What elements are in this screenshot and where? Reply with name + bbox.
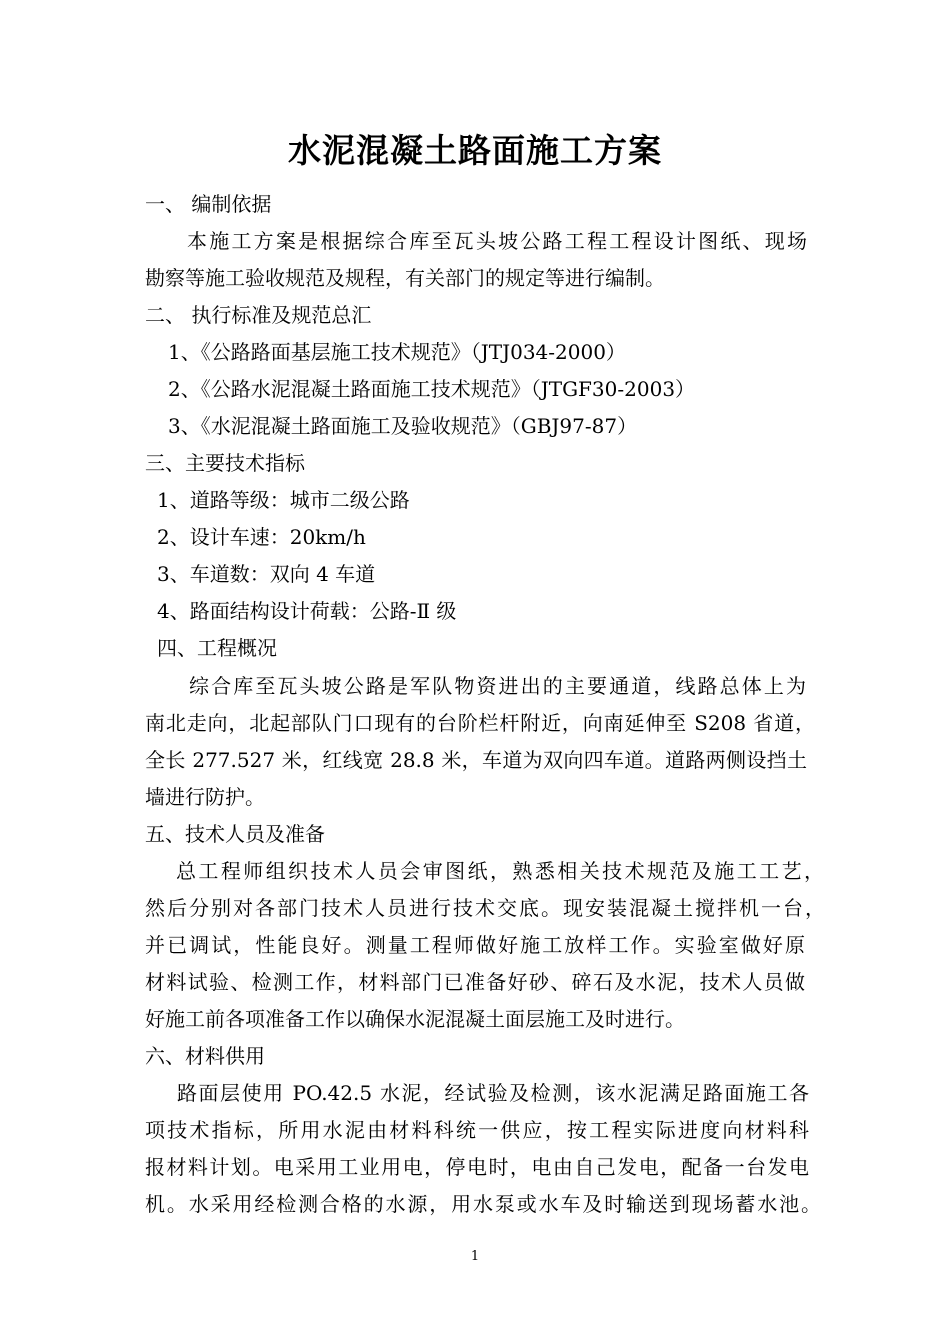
- section-heading: 一、 编制依据: [145, 192, 272, 216]
- section-heading: 四、工程概况: [157, 636, 277, 660]
- paragraph-line: 南北走向，北起部队门口现有的台阶栏杆附近，向南延伸至 S208 省道，: [145, 711, 815, 735]
- paragraph-line: 总工程师组织技术人员会审图纸，熟悉相关技术规范及施工工艺，: [176, 859, 824, 883]
- section-heading: 六、材料供用: [145, 1044, 265, 1068]
- list-item: 2、设计车速：20km/h: [157, 525, 366, 549]
- paragraph-line: 全长 277.527 米，红线宽 28.8 米，车道为双向四车道。道路两侧设挡土: [145, 748, 807, 772]
- paragraph-line: 然后分别对各部门技术人员进行技术交底。现安装混凝土搅拌机一台，: [145, 896, 825, 920]
- paragraph-line: 报材料计划。电采用工业用电，停电时，电由自己发电，配备一台发电: [145, 1155, 809, 1179]
- paragraph-line: 综合库至瓦头坡公路是军队物资进出的主要通道，线路总体上为: [189, 674, 806, 698]
- section-heading: 二、 执行标准及规范总汇: [145, 303, 372, 327]
- section-heading: 三、主要技术指标: [145, 451, 305, 475]
- section-heading: 五、技术人员及准备: [145, 822, 325, 846]
- paragraph-line: 本施工方案是根据综合库至瓦头坡公路工程工程设计图纸、现场: [187, 229, 807, 253]
- paragraph-line: 并已调试，性能良好。测量工程师做好施工放样工作。实验室做好原: [145, 933, 805, 957]
- page-number: 1: [470, 1249, 480, 1264]
- paragraph-line: 项技术指标，所用水泥由材料科统一供应，按工程实际进度向材料科: [145, 1118, 809, 1142]
- list-item: 3、《水泥混凝土路面施工及验收规范》（GBJ97-87）: [168, 414, 638, 438]
- list-item: 2、《公路水泥混凝土路面施工技术规范》（JTGF30-2003）: [168, 377, 696, 401]
- list-item: 1、《公路路面基层施工技术规范》（JTJ034-2000）: [168, 340, 626, 364]
- paragraph-line: 机。水采用经检测合格的水源，用水泵或水车及时输送到现场蓄水池。: [145, 1192, 821, 1216]
- list-item: 3、车道数：双向 4 车道: [157, 562, 376, 586]
- paragraph-line: 材料试验、检测工作，材料部门已准备好砂、碎石及水泥，技术人员做: [145, 970, 805, 994]
- document-title: 水泥混凝土路面施工方案: [288, 131, 662, 170]
- paragraph-line: 墙进行防护。: [145, 785, 265, 809]
- list-item: 4、路面结构设计荷载：公路-Ⅱ 级: [157, 599, 457, 623]
- paragraph-line: 路面层使用 PO.42.5 水泥，经试验及检测，该水泥满足路面施工各: [177, 1081, 809, 1105]
- list-item: 1、道路等级：城市二级公路: [157, 488, 410, 512]
- paragraph-line: 勘察等施工验收规范及规程，有关部门的规定等进行编制。: [145, 266, 665, 290]
- paragraph-line: 好施工前各项准备工作以确保水泥混凝土面层施工及时进行。: [145, 1007, 685, 1031]
